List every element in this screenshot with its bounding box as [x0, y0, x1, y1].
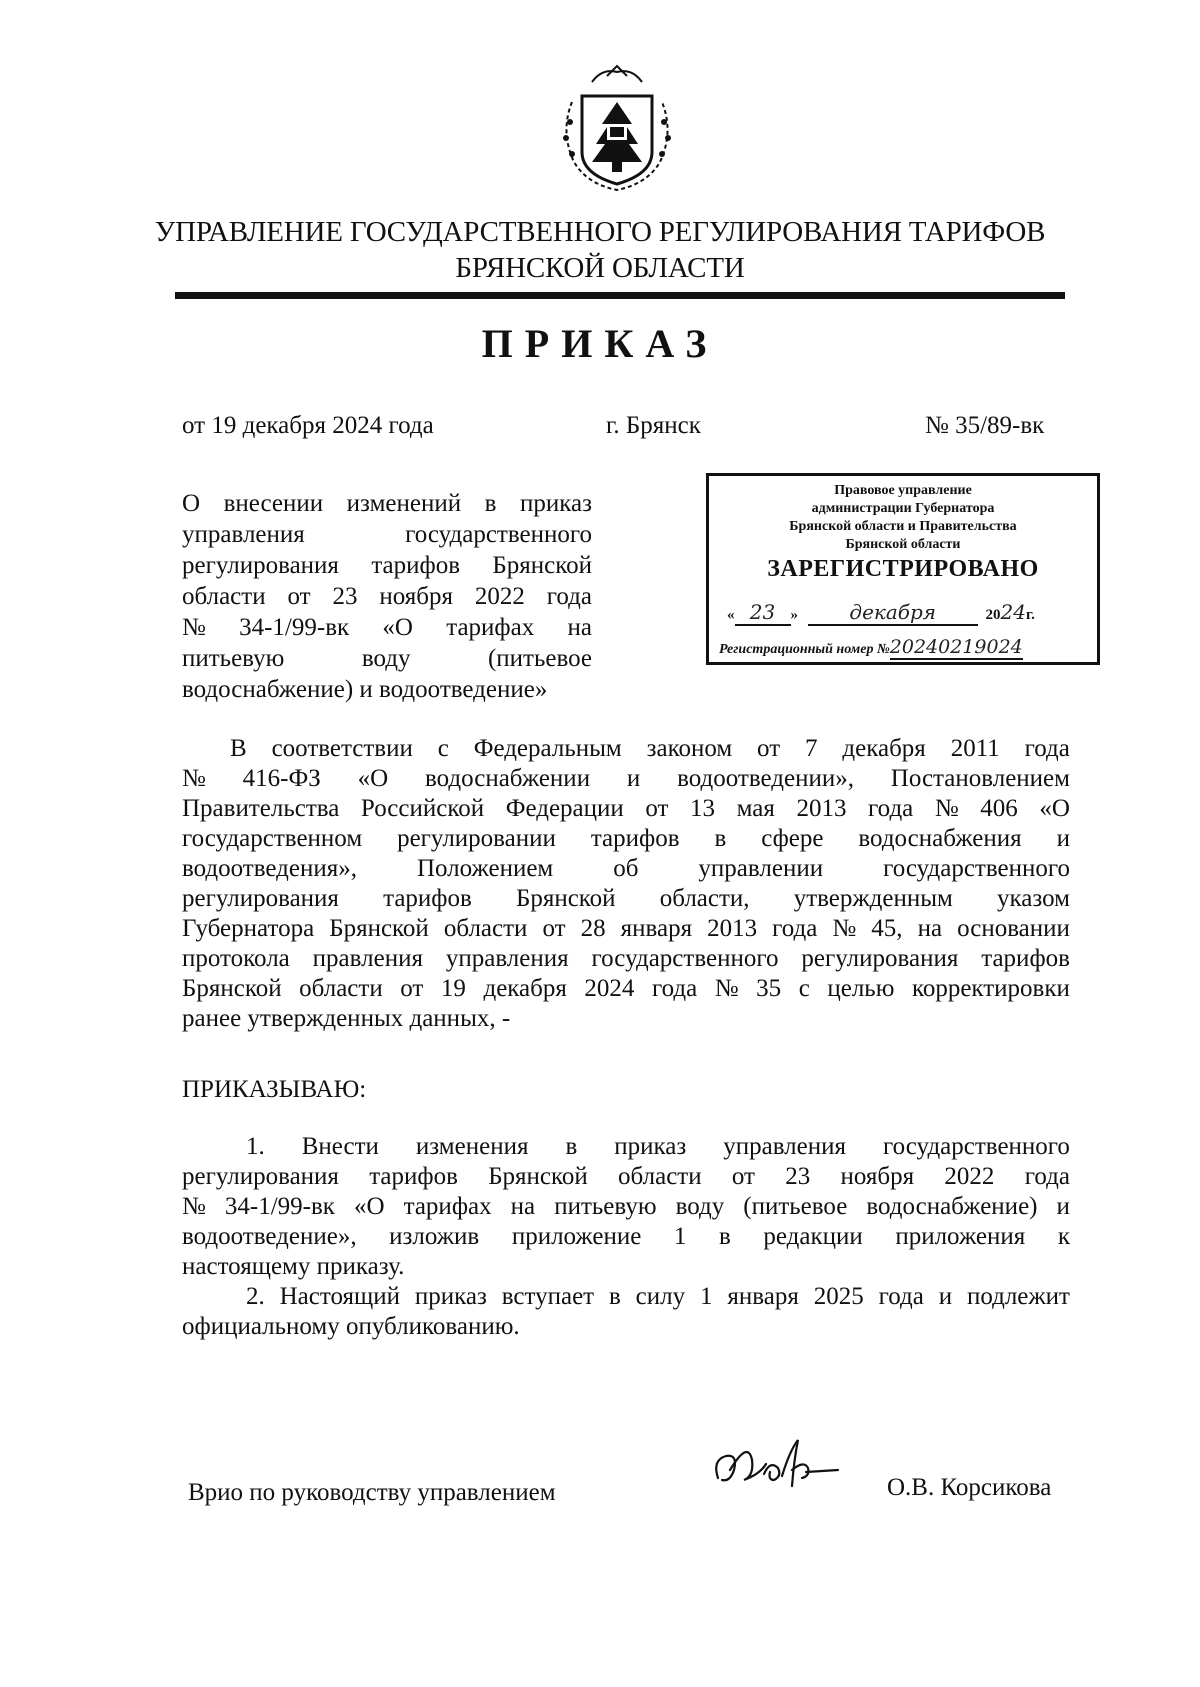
order-items: [182, 1132, 1070, 1342]
preamble-line: регулирования тарифов Брянской области, утвержденным указом: [182, 885, 1070, 912]
subject-line: управления государственного: [182, 521, 592, 548]
item-1-line: № 34-1/99-вк «О тарифах на питьевую воду (питьевое водоснабжение) и: [182, 1193, 1070, 1220]
preamble-line: водоотведения», Положением об управлении государственного: [182, 855, 1070, 882]
subject-line: области от 23 ноября 2022 года: [182, 583, 592, 610]
stamp-date-row: « 23 » декабря 2024г.: [727, 600, 1035, 624]
stamp-line: администрации Губернатора: [811, 501, 995, 516]
preamble-line: государственном регулировании тарифов в сфере водоснабжения и: [182, 825, 1070, 852]
preamble-line: протокола правления управления государственного регулирования тарифов: [182, 945, 1070, 972]
signatory-position: Врио по руководству управлением: [188, 1479, 556, 1506]
item-2-line: 2. Настоящий приказ вступает в силу 1 января 2025 года и подлежит: [246, 1283, 1070, 1310]
signatory-name: О.В. Корсикова: [887, 1474, 1052, 1501]
order-city: г. Брянск: [606, 412, 701, 439]
stamp-reg-number: 20240219024: [889, 636, 1023, 658]
subject-line: № 34-1/99-вк «О тарифах на: [182, 614, 592, 641]
preamble-line: Правительства Российской Федерации от 13 мая 2013 года № 406 «О: [182, 795, 1070, 822]
stamp-year-unit: г.: [1025, 607, 1035, 623]
order-date: от 19 декабря 2024 года: [182, 412, 434, 439]
subject-line: питьевую воду (питьевое: [182, 645, 592, 672]
item-1-line: 1. Внести изменения в приказ управления государственного: [246, 1133, 1070, 1160]
subject-line: водоснабжение) и водоотведение»: [182, 676, 548, 703]
stamp-reg-row: [719, 636, 1099, 660]
order-subject: [182, 488, 592, 705]
organization-name-line-1: УПРАВЛЕНИЕ ГОСУДАРСТВЕННОГО РЕГУЛИРОВАНИЯ ТАРИФОВ: [154, 216, 1046, 248]
stamp-line: Брянской области и Правительства: [789, 519, 1017, 534]
document-title: ПРИКАЗ: [481, 321, 719, 366]
stamp-line: Правовое управление: [834, 483, 972, 498]
preamble-line: Брянской области от 19 декабря 2024 года № 35 с целью корректировки: [182, 975, 1070, 1002]
stamp-month: декабря: [808, 600, 978, 626]
handwritten-signature-icon: [708, 1430, 848, 1500]
item-2-line: официальному опубликованию.: [182, 1313, 520, 1340]
organization-name-line-2: БРЯНСКОЙ ОБЛАСТИ: [455, 252, 745, 284]
ordering-word: ПРИКАЗЫВАЮ:: [182, 1076, 367, 1103]
stamp-reg-label: Регистрационный номер №: [719, 642, 890, 657]
item-1-line: настоящему приказу.: [182, 1253, 405, 1280]
subject-line: О внесении изменений в приказ: [182, 490, 592, 517]
preamble-line: № 416-ФЗ «О водоснабжении и водоотведении», Постановлением: [182, 765, 1070, 792]
header-divider: [175, 292, 1065, 299]
preamble-line: ранее утвержденных данных, -: [182, 1005, 511, 1032]
preamble-line: Губернатора Брянской области от 28 января 2013 года № 45, на основании: [182, 915, 1070, 942]
stamp-day: 23: [735, 600, 791, 626]
stamp-registered-label: ЗАРЕГИСТРИРОВАНО: [767, 556, 1039, 582]
coat-of-arms-icon: [552, 62, 682, 198]
item-1-line: регулирования тарифов Брянской области от 23 ноября 2022 года: [182, 1163, 1070, 1190]
stamp-year-suffix: 24: [1000, 600, 1026, 624]
subject-line: регулирования тарифов Брянской: [182, 552, 592, 579]
registration-stamp: [706, 473, 1100, 665]
stamp-year-prefix: 20: [985, 607, 1001, 623]
preamble-paragraph: [182, 734, 1070, 1034]
preamble-line: В соответствии с Федеральным законом от 7 декабря 2011 года: [230, 735, 1070, 762]
order-number: № 35/89-вк: [925, 412, 1045, 439]
item-1-line: водоотведение», изложив приложение 1 в редакции приложения к: [182, 1223, 1070, 1250]
stamp-line: Брянской области: [845, 537, 961, 552]
